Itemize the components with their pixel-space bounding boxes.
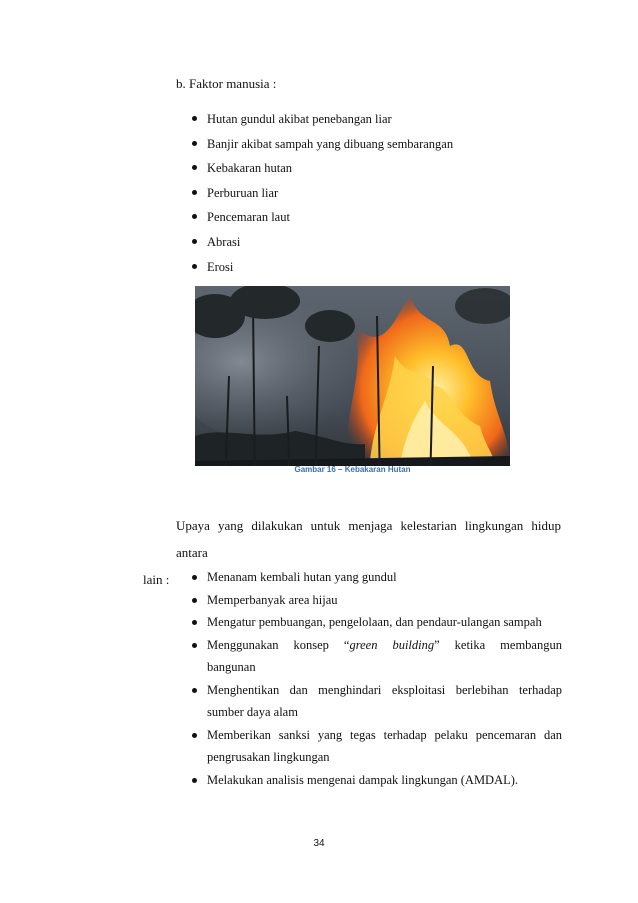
list-item: Perburuan liar [207,181,537,206]
forest-fire-figure [195,286,510,488]
figure-caption: Gambar 16 – Kebakaran Hutan [294,465,411,474]
list-item: Menanam kembali hutan yang gundul [207,566,562,589]
bullet-icon [192,778,197,783]
list-item: Memperbanyak area hijau [207,589,562,612]
list-item: Kebakaran hutan [207,156,537,181]
list-item: Abrasi [207,230,537,255]
italic-term: green building [349,637,435,652]
paragraph-line: lain : [143,572,170,587]
bullet-icon [192,239,197,244]
list-item: Banjir akibat sampah yang dibuang sembarangan [207,132,537,157]
human-factors-list [207,107,537,279]
list-item: Pencemaran laut [207,205,537,230]
bullet-icon [192,190,197,195]
bullet-icon [192,165,197,170]
list-item: Mengatur pembuangan, pengelolaan, dan pendaur-ulangan sampah [207,611,562,634]
bullet-icon [192,733,197,738]
page-number: 34 [313,838,325,849]
list-item: Menghentikan dan menghindari eksploitasi berlebihan terhadap sumber daya alam [207,679,562,724]
list-item: Erosi [207,255,537,280]
bullet-icon [192,264,197,269]
paragraph-line: Upaya yang dilakukan untuk menjaga kelestarian lingkungan hidup antara [176,518,561,560]
section-heading: b. Faktor manusia : [176,76,277,91]
list-item: Menggunakan konsep “green building” ketika membangun bangunan [207,634,562,679]
bullet-icon [192,575,197,580]
bullet-icon [192,141,197,146]
list-item: Memberikan sanksi yang tegas terhadap pelaku pencemaran dan pengrusakan lingkungan [207,724,562,769]
bullet-icon [192,598,197,603]
forest-fire-photo [195,286,510,488]
bullet-icon [192,214,197,219]
bullet-icon [192,643,197,648]
bullet-icon [192,688,197,693]
bullet-icon [192,620,197,625]
efforts-list [207,566,562,791]
list-item: Hutan gundul akibat penebangan liar [207,107,537,132]
list-item: Melakukan analisis mengenai dampak lingkungan (AMDAL). [207,769,562,792]
bullet-icon [192,116,197,121]
